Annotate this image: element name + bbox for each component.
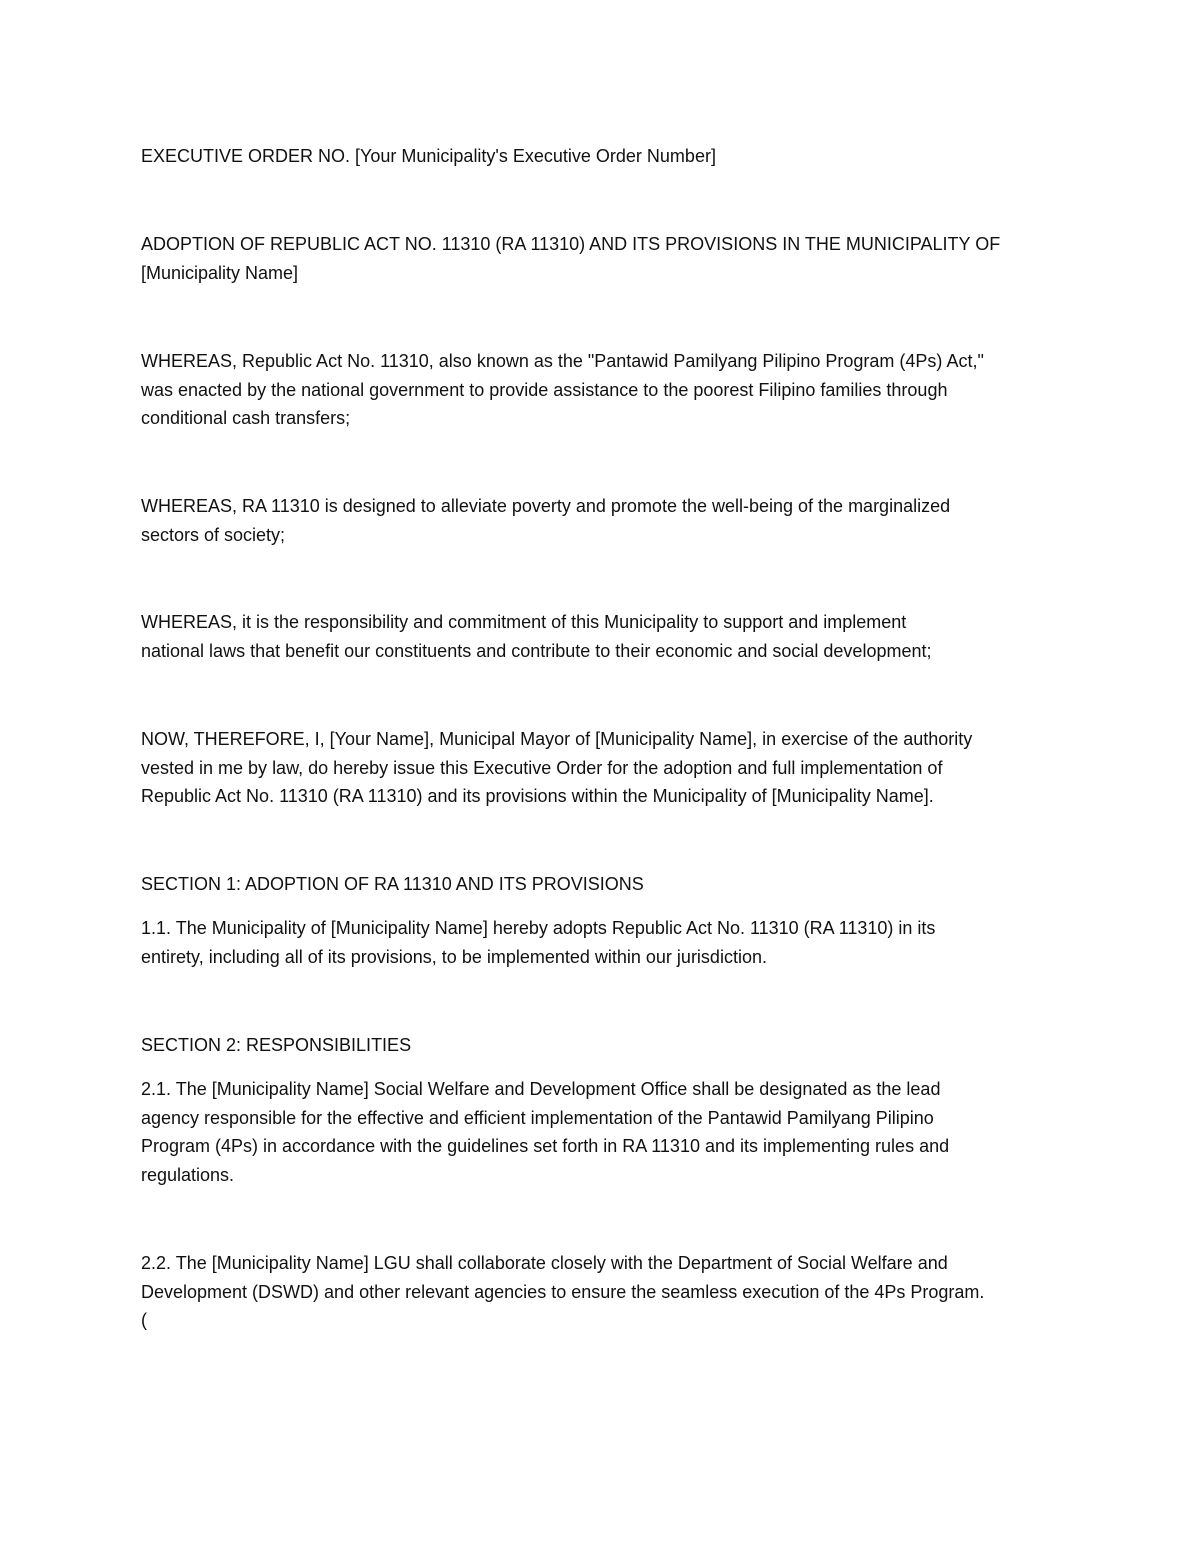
section-2-item-2-1: 2.1. The [Municipality Name] Social Welfare and Development Office shall be designated as the lead agency responsible for the effective and efficient implementation of the Pantawid Pamilyang Pilipino Program (4Ps) in accordance with the guidelines set forth in RA 11310 and its implementing rules and regulations. bbox=[141, 1079, 950, 1185]
executive-order-title: EXECUTIVE ORDER NO. [Your Municipality's Executive Order Number] bbox=[141, 146, 716, 166]
whereas-clause-1: WHEREAS, Republic Act No. 11310, also known as the "Pantawid Pamilyang Pilipino Program (4Ps) Act," was enacted by the national government to provide assistance to the poorest Filipino families through conditional cash transfers; bbox=[141, 351, 984, 428]
section-1-item-1-1: 1.1. The Municipality of [Municipality Name] hereby adopts Republic Act No. 11310 (RA 11310) in its entirety, including all of its provisions, to be implemented within our jurisdiction. bbox=[141, 918, 936, 967]
whereas-clause-2: WHEREAS, RA 11310 is designed to alleviate poverty and promote the well-being of the marginalized sectors of society; bbox=[141, 496, 951, 545]
section-1-heading: SECTION 1: ADOPTION OF RA 11310 AND ITS PROVISIONS bbox=[141, 874, 644, 894]
order-subject: ADOPTION OF REPUBLIC ACT NO. 11310 (RA 11310) AND ITS PROVISIONS IN THE MUNICIPALITY OF [Municipality Name] bbox=[141, 234, 1001, 283]
whereas-clause-3: WHEREAS, it is the responsibility and commitment of this Municipality to support and implement national laws that benefit our constituents and contribute to their economic and social development; bbox=[141, 612, 932, 661]
section-2-heading: SECTION 2: RESPONSIBILITIES bbox=[141, 1035, 412, 1055]
now-therefore-clause: NOW, THEREFORE, I, [Your Name], Municipal Mayor of [Municipality Name], in exercise of the authority vested in me by law, do hereby issue this Executive Order for the adoption and full implementation of Republic Act No. 11310 (RA 11310) and its provisions within the Municipality of [Municipality Name]. bbox=[141, 729, 973, 806]
section-2-item-2-2: 2.2. The [Municipality Name] LGU shall collaborate closely with the Department of Social Welfare and Development (DSWD) and other relevant agencies to ensure the seamless execution of the 4Ps Program. ( bbox=[141, 1253, 985, 1330]
